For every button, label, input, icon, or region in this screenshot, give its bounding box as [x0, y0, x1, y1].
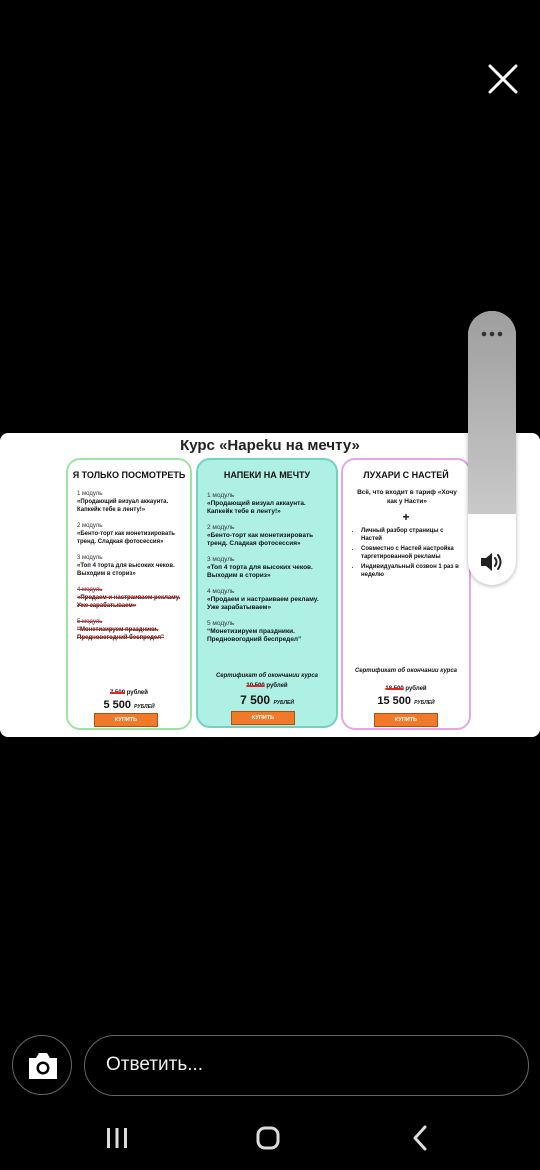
- module-label: 4 модуль: [207, 588, 235, 595]
- module-label: 5 модуль: [207, 620, 235, 627]
- module-list: [207, 492, 330, 652]
- plan-card-standard: [196, 458, 338, 728]
- module-text: “Монетизируем праздники. Предновогодний беспредел”: [207, 628, 302, 643]
- old-price-value: 10 500: [246, 683, 265, 689]
- old-price-suffix: рублей: [264, 683, 288, 689]
- module-item: [207, 492, 330, 516]
- speaker-icon[interactable]: [479, 550, 505, 574]
- camera-icon: [26, 1050, 60, 1082]
- module-label: 3 модуль: [77, 555, 103, 561]
- plan-title: НАПЕКИ НА МЕЧТУ: [223, 470, 311, 480]
- module-list: [77, 490, 184, 650]
- module-label: 4 модуль: [77, 587, 103, 593]
- module-item: [77, 618, 184, 642]
- price: [343, 695, 469, 707]
- buy-button[interactable]: КУПИТЬ: [231, 711, 295, 725]
- plan-card-luxury: [341, 458, 471, 730]
- module-text: «Продаем и настраиваем рекламу. Уже зарабатываем»: [207, 596, 319, 611]
- module-item: [77, 554, 184, 578]
- price: [68, 699, 190, 711]
- back-icon: [399, 1120, 439, 1156]
- list-item: • Совместно с Настей настройка таргетированной рекламы: [361, 545, 463, 561]
- buy-button[interactable]: КУПИТЬ: [94, 713, 158, 727]
- plan-title: ЛУХАРИ С НАСТЕЙ: [363, 470, 449, 480]
- recents-button[interactable]: [97, 1120, 137, 1156]
- plan-description: Всё, что входит в тариф «Хочу как у Насти»: [357, 489, 457, 505]
- back-button[interactable]: [399, 1120, 439, 1156]
- volume-panel[interactable]: [468, 311, 516, 585]
- certificate-note: Сертификат об окончании курса: [215, 673, 319, 679]
- home-button[interactable]: [248, 1120, 288, 1156]
- module-label: 1 модуль: [207, 492, 235, 499]
- price-value: 5 500: [103, 699, 131, 711]
- module-label: 5 модуль: [77, 619, 103, 625]
- module-text: «Продающий визуал аккаунта. Капкейк тебе в ленту!»: [207, 500, 306, 515]
- close-icon[interactable]: [484, 60, 522, 98]
- old-price-suffix: рублей: [125, 690, 148, 696]
- list-item: • Личный разбор страницы с Настей: [361, 527, 463, 543]
- recents-icon: [97, 1120, 137, 1156]
- plus-sign: +: [402, 510, 410, 524]
- old-price-value: 18 500: [385, 686, 404, 692]
- list-item: • Индивидуальный созвон 1 раз в неделю: [361, 563, 463, 579]
- module-label: 2 модуль: [207, 524, 235, 531]
- module-item: [207, 588, 330, 612]
- course-title: Курс «Hapeku на мечту»: [180, 437, 360, 454]
- price-currency: РУБЛЕЙ: [414, 700, 435, 706]
- price-value: 15 500: [377, 695, 412, 707]
- story-image: [0, 433, 540, 737]
- module-item: [77, 490, 184, 514]
- plan-title: Я ТОЛЬКО ПОСМОТРЕТЬ: [72, 470, 186, 480]
- module-text: «Топ 4 торта для высоких чеков. Выходим в сториз»: [207, 564, 313, 579]
- module-label: 3 модуль: [207, 556, 235, 563]
- module-text: «Продающий визуал аккаунта. Капкейк тебе в ленту!»: [77, 499, 169, 513]
- module-text: «Бенто-торт как монетизировать тренд. Сладкая фотосессия»: [77, 531, 175, 545]
- price-value: 7 500: [240, 693, 271, 707]
- old-price-value: 7 500: [110, 690, 126, 696]
- module-label: 1 модуль: [77, 491, 103, 497]
- price-currency: РУБЛЕЙ: [134, 704, 155, 710]
- old-price: [68, 690, 190, 696]
- module-item: [77, 522, 184, 546]
- reply-input[interactable]: Ответить...: [84, 1035, 529, 1096]
- module-label: 2 модуль: [77, 523, 103, 529]
- module-item: [77, 586, 184, 610]
- old-price-suffix: рублей: [403, 686, 427, 692]
- volume-slider[interactable]: [468, 311, 516, 514]
- more-dots-icon[interactable]: [480, 327, 504, 339]
- old-price: [198, 683, 336, 689]
- old-price: [343, 686, 469, 692]
- camera-button[interactable]: [12, 1035, 72, 1095]
- module-text: «Топ 4 торта для высоких чеков. Выходим в сториз»: [77, 563, 175, 577]
- certificate-note: Сертификат об окончании курса: [354, 668, 458, 674]
- plan-card-basic: [66, 458, 192, 730]
- buy-button[interactable]: КУПИТЬ: [374, 713, 438, 727]
- module-item: [207, 620, 330, 644]
- module-text: «Продаем и настраиваем рекламу. Уже зарабатываем»: [77, 595, 181, 609]
- module-text: «Бенто-торт как монетизировать тренд. Сладкая фотосессия»: [207, 532, 314, 547]
- home-icon: [248, 1120, 288, 1156]
- price: [198, 693, 336, 707]
- module-item: [207, 556, 330, 580]
- bullet-list: [361, 527, 463, 581]
- module-item: [207, 524, 330, 548]
- price-currency: РУБЛЕЙ: [273, 700, 294, 706]
- module-text: “Монетизируем праздники. Предновогодний беспредел”: [77, 627, 165, 641]
